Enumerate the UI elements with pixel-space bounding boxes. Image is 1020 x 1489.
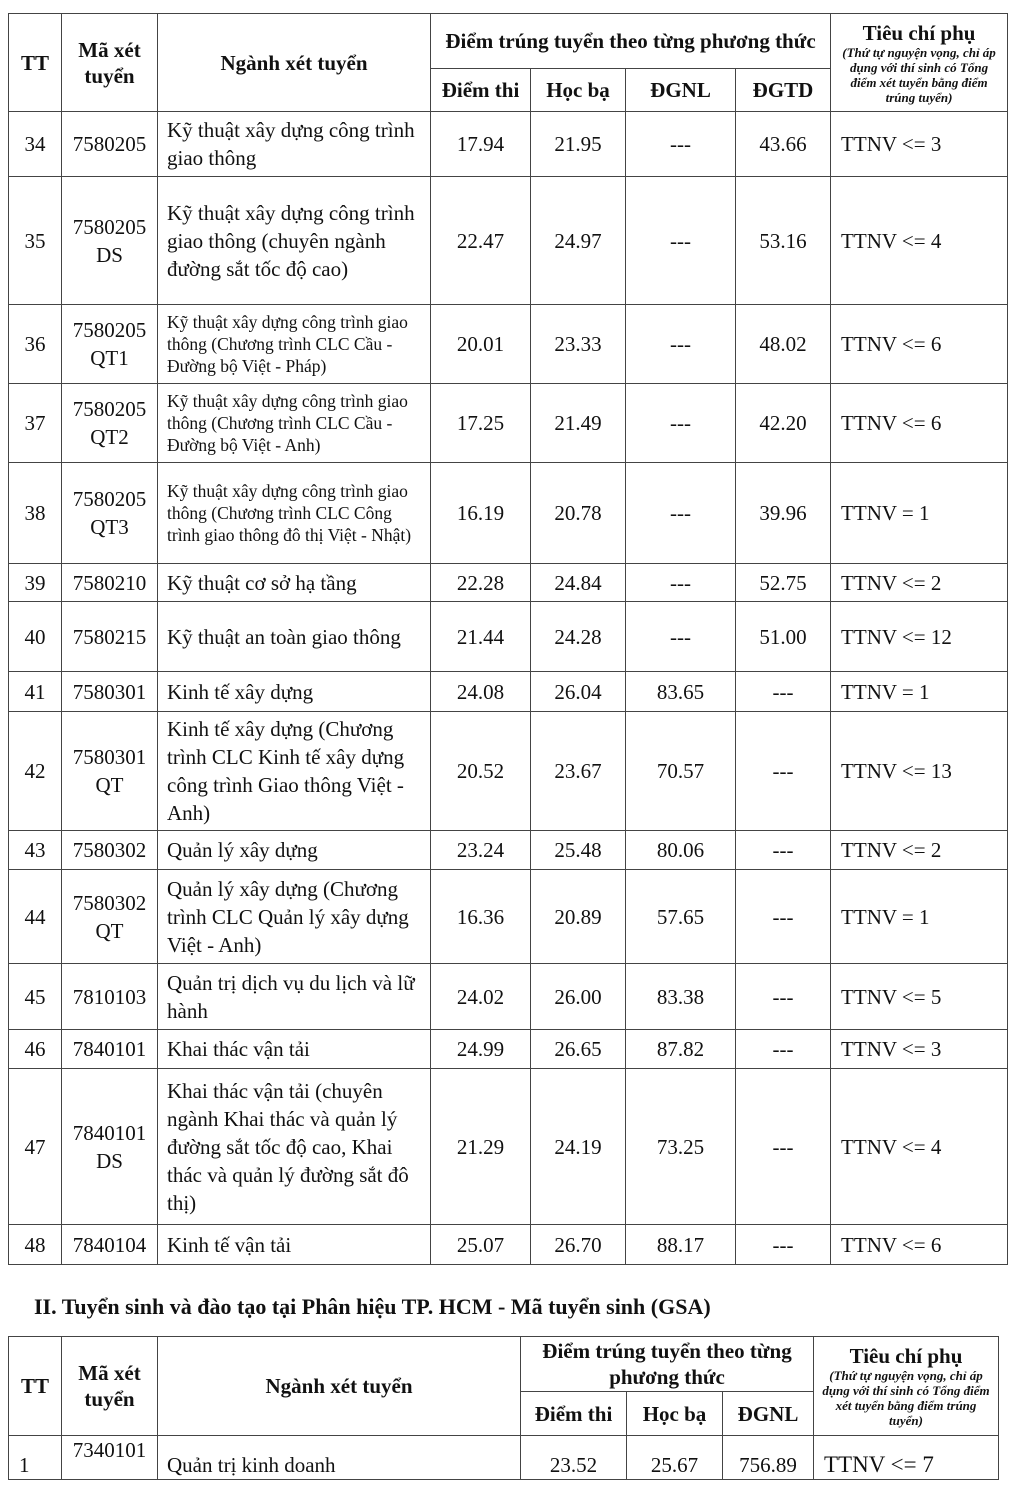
cell-dgtd: 52.75 [736, 564, 831, 602]
header-score-exam: Điểm thi [431, 69, 531, 112]
cell-tt: 1 [9, 1436, 62, 1480]
table-row [9, 305, 1008, 384]
cell-major: Kỹ thuật xây dựng công trình giao thông (Chương trình CLC Cầu - Đường bộ Việt - Anh) [158, 384, 431, 463]
cell-dgtd: --- [736, 712, 831, 831]
header-scores-group: Điểm trúng tuyển theo từng phương thức [521, 1337, 814, 1392]
cell-exam: 25.07 [431, 1225, 531, 1265]
cell-major: Kỹ thuật xây dựng công trình giao thông [158, 112, 431, 177]
cell-dgnl: 83.65 [626, 672, 736, 712]
cell-transcript: 26.00 [531, 964, 626, 1030]
cell-criteria: TTNV <= 6 [831, 384, 1008, 463]
cell-tt: 34 [9, 112, 62, 177]
cell-criteria: TTNV = 1 [831, 672, 1008, 712]
cell-exam: 17.94 [431, 112, 531, 177]
cell-exam: 16.36 [431, 870, 531, 964]
table-row [9, 1030, 1008, 1069]
cell-criteria: TTNV <= 13 [831, 712, 1008, 831]
cell-code: 7840101 DS [62, 1069, 158, 1225]
cell-exam: 17.25 [431, 384, 531, 463]
cell-dgnl: 756.89 [723, 1436, 814, 1480]
cell-exam: 21.29 [431, 1069, 531, 1225]
header-major: Ngành xét tuyển [158, 14, 431, 112]
table-row [9, 602, 1008, 672]
cell-tt: 46 [9, 1030, 62, 1069]
cell-code: 7580205 DS [62, 177, 158, 305]
cell-transcript: 25.48 [531, 831, 626, 870]
cell-dgnl: --- [626, 177, 736, 305]
section-heading: II. Tuyển sinh và đào tạo tại Phân hiệu TP. HCM - Mã tuyển sinh (GSA) [34, 1294, 711, 1319]
table-row [9, 384, 1008, 463]
cell-dgtd: --- [736, 1069, 831, 1225]
table-row [9, 870, 1008, 964]
cell-major: Quản trị kinh doanh [158, 1436, 521, 1480]
cell-dgnl: 73.25 [626, 1069, 736, 1225]
header-score-dgnl: ĐGNL [723, 1392, 814, 1436]
cell-major: Khai thác vận tải [158, 1030, 431, 1069]
table-row [9, 564, 1008, 602]
cell-dgtd: 39.96 [736, 463, 831, 564]
cell-transcript: 26.65 [531, 1030, 626, 1069]
table-row [9, 831, 1008, 870]
cell-dgtd: --- [736, 870, 831, 964]
cell-tt: 39 [9, 564, 62, 602]
cell-dgtd: --- [736, 672, 831, 712]
cell-dgtd: 48.02 [736, 305, 831, 384]
cell-transcript: 23.33 [531, 305, 626, 384]
header-score-dgtd: ĐGTD [736, 69, 831, 112]
cell-exam: 22.28 [431, 564, 531, 602]
cell-exam: 20.01 [431, 305, 531, 384]
cell-tt: 42 [9, 712, 62, 831]
cell-transcript: 24.84 [531, 564, 626, 602]
cell-tt: 36 [9, 305, 62, 384]
cell-major: Kinh tế vận tải [158, 1225, 431, 1265]
cell-criteria: TTNV <= 5 [831, 964, 1008, 1030]
cell-dgtd: 53.16 [736, 177, 831, 305]
cell-dgnl: --- [626, 112, 736, 177]
cell-tt: 47 [9, 1069, 62, 1225]
cell-criteria: TTNV <= 3 [831, 112, 1008, 177]
cell-major: Khai thác vận tải (chuyên ngành Khai thác và quản lý đường sắt tốc độ cao, Khai thác và quản lý đường sắt đô thị) [158, 1069, 431, 1225]
cell-exam: 20.52 [431, 712, 531, 831]
cell-dgtd: 43.66 [736, 112, 831, 177]
cell-transcript: 24.97 [531, 177, 626, 305]
cell-transcript: 25.67 [627, 1436, 723, 1480]
header-criteria-title: Tiêu chí phụ [849, 1344, 963, 1368]
cell-dgtd: --- [736, 831, 831, 870]
cell-code: 7840104 [62, 1225, 158, 1265]
table-row [9, 672, 1008, 712]
cell-criteria: TTNV <= 2 [831, 564, 1008, 602]
cell-code: 7580302 [62, 831, 158, 870]
cell-tt: 35 [9, 177, 62, 305]
cell-criteria: TTNV <= 4 [831, 177, 1008, 305]
cell-major: Quản lý xây dựng [158, 831, 431, 870]
cell-tt: 43 [9, 831, 62, 870]
cell-code: 7580302 QT [62, 870, 158, 964]
branch-admission-scores-table [8, 1336, 999, 1480]
header-major: Ngành xét tuyển [158, 1337, 521, 1436]
cell-transcript: 24.19 [531, 1069, 626, 1225]
header-scores-group: Điểm trúng tuyển theo từng phương thức [431, 14, 831, 69]
header-criteria [814, 1337, 999, 1436]
cell-dgtd: 51.00 [736, 602, 831, 672]
cell-major: Kỹ thuật cơ sở hạ tầng [158, 564, 431, 602]
cell-criteria: TTNV <= 2 [831, 831, 1008, 870]
cell-exam: 24.02 [431, 964, 531, 1030]
cell-dgnl: 70.57 [626, 712, 736, 831]
cell-tt: 40 [9, 602, 62, 672]
cell-transcript: 23.67 [531, 712, 626, 831]
cell-transcript: 20.78 [531, 463, 626, 564]
cell-dgnl: 80.06 [626, 831, 736, 870]
cell-transcript: 21.95 [531, 112, 626, 177]
cell-code: 7840101 [62, 1030, 158, 1069]
header-score-exam: Điểm thi [521, 1392, 627, 1436]
cell-tt: 44 [9, 870, 62, 964]
cell-code: 7810103 [62, 964, 158, 1030]
cell-exam: 16.19 [431, 463, 531, 564]
cell-exam: 24.08 [431, 672, 531, 712]
cell-major: Kỹ thuật xây dựng công trình giao thông (Chương trình CLC Cầu - Đường bộ Việt - Pháp) [158, 305, 431, 384]
cell-transcript: 24.28 [531, 602, 626, 672]
cell-tt: 41 [9, 672, 62, 712]
cell-tt: 38 [9, 463, 62, 564]
header-score-dgnl: ĐGNL [626, 69, 736, 112]
header-criteria [831, 14, 1008, 112]
cell-major: Kinh tế xây dựng [158, 672, 431, 712]
table-row [9, 1436, 999, 1480]
cell-exam: 21.44 [431, 602, 531, 672]
cell-code: 7580205 QT2 [62, 384, 158, 463]
cell-major: Kỹ thuật xây dựng công trình giao thông (chuyên ngành đường sắt tốc độ cao) [158, 177, 431, 305]
cell-code: 7340101 [62, 1436, 158, 1480]
cell-exam: 23.52 [521, 1436, 627, 1480]
header-code: Mã xét tuyển [62, 1337, 158, 1436]
cell-code: 7580205 QT1 [62, 305, 158, 384]
cell-major: Quản lý xây dựng (Chương trình CLC Quản lý xây dựng Việt - Anh) [158, 870, 431, 964]
cell-exam: 23.24 [431, 831, 531, 870]
table-row [9, 112, 1008, 177]
table-row [9, 1069, 1008, 1225]
cell-dgnl: --- [626, 564, 736, 602]
header-tt: TT [9, 1337, 62, 1436]
table-row [9, 463, 1008, 564]
cell-criteria: TTNV <= 6 [831, 305, 1008, 384]
cell-dgnl: 83.38 [626, 964, 736, 1030]
cell-code: 7580301 QT [62, 712, 158, 831]
header-tt: TT [9, 14, 62, 112]
cell-tt: 48 [9, 1225, 62, 1265]
cell-code: 7580205 [62, 112, 158, 177]
table-row [9, 1225, 1008, 1265]
cell-code: 7580215 [62, 602, 158, 672]
cell-transcript: 26.04 [531, 672, 626, 712]
header-score-transcript: Học bạ [627, 1392, 723, 1436]
cell-major: Kinh tế xây dựng (Chương trình CLC Kinh tế xây dựng công trình Giao thông Việt - Anh) [158, 712, 431, 831]
cell-code: 7580210 [62, 564, 158, 602]
cell-criteria: TTNV <= 12 [831, 602, 1008, 672]
cell-transcript: 26.70 [531, 1225, 626, 1265]
cell-criteria: TTNV <= 4 [831, 1069, 1008, 1225]
cell-dgnl: --- [626, 305, 736, 384]
cell-major: Kỹ thuật an toàn giao thông [158, 602, 431, 672]
cell-criteria: TTNV <= 7 [814, 1436, 999, 1480]
table-row [9, 177, 1008, 305]
cell-dgnl: 57.65 [626, 870, 736, 964]
cell-dgnl: --- [626, 384, 736, 463]
table-row [9, 964, 1008, 1030]
admission-scores-table [8, 13, 1008, 1265]
cell-dgtd: 42.20 [736, 384, 831, 463]
header-score-transcript: Học bạ [531, 69, 626, 112]
cell-major: Quản trị dịch vụ du lịch và lữ hành [158, 964, 431, 1030]
cell-dgnl: 88.17 [626, 1225, 736, 1265]
cell-dgnl: --- [626, 602, 736, 672]
cell-dgtd: --- [736, 1030, 831, 1069]
cell-code: 7580301 [62, 672, 158, 712]
cell-tt: 37 [9, 384, 62, 463]
header-code: Mã xét tuyển [62, 14, 158, 112]
cell-dgtd: --- [736, 964, 831, 1030]
header-criteria-note: (Thứ tự nguyện vọng, chỉ áp dụng với thí sinh có Tổng điểm xét tuyển bằng điểm trúng tuyển) [842, 44, 996, 105]
table-row [9, 712, 1008, 831]
cell-dgnl: --- [626, 463, 736, 564]
cell-dgtd: --- [736, 1225, 831, 1265]
cell-exam: 24.99 [431, 1030, 531, 1069]
cell-exam: 22.47 [431, 177, 531, 305]
cell-criteria: TTNV <= 6 [831, 1225, 1008, 1265]
header-criteria-note: (Thứ tự nguyện vọng, chỉ áp dụng với thí sinh có Tổng điểm xét tuyển bằng điểm trúng tuyển) [822, 1368, 990, 1428]
cell-transcript: 20.89 [531, 870, 626, 964]
cell-criteria: TTNV = 1 [831, 870, 1008, 964]
cell-transcript: 21.49 [531, 384, 626, 463]
cell-tt: 45 [9, 964, 62, 1030]
cell-criteria: TTNV = 1 [831, 463, 1008, 564]
header-criteria-title: Tiêu chí phụ [862, 20, 976, 45]
cell-major: Kỹ thuật xây dựng công trình giao thông (Chương trình CLC Công trình giao thông đô thị Việt - Nhật) [158, 463, 431, 564]
cell-dgnl: 87.82 [626, 1030, 736, 1069]
cell-code: 7580205 QT3 [62, 463, 158, 564]
cell-criteria: TTNV <= 3 [831, 1030, 1008, 1069]
